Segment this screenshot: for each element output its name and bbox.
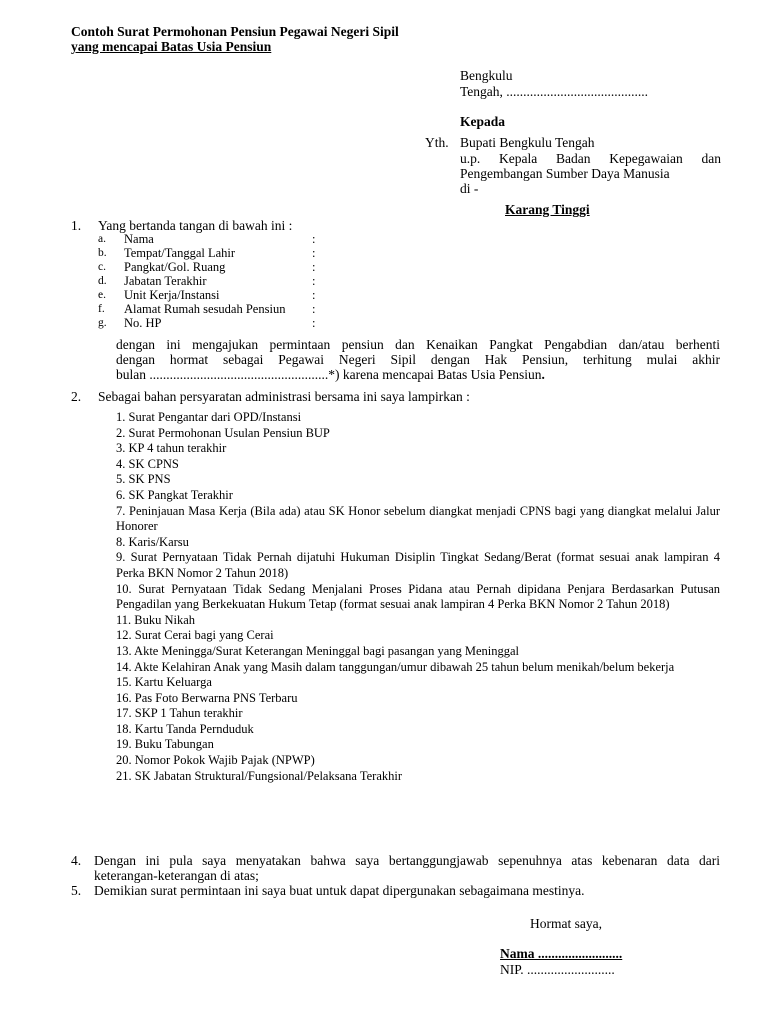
field-row [0,246,768,260]
field-row [0,302,768,316]
section2-number: 2. [71,389,82,404]
list-item: 17. SKP 1 Tahun terakhir [116,706,243,721]
list-item: 12. Surat Cerai bagi yang Cerai [116,628,274,643]
field-row [0,288,768,302]
field-colon: : [312,288,316,302]
kepada-label: Kepada [460,114,506,129]
recipient-up-line2: Pengembangan Sumber Daya Manusia [460,166,670,181]
yth-label: Yth. [425,135,449,150]
list-item: 7. Peninjauan Masa Kerja (Bila ada) atau SK Honor sebelum diangkat menjadi CPNS bagi yang diangkat melalui Jalur Honorer [116,503,720,534]
section4-line2: keterangan-keterangan di atas; [94,868,259,883]
list-item: 11. Buku Nikah [116,612,196,627]
list-item: 2. Surat Permohonan Usulan Pensiun BUP [116,425,330,440]
list-item: 20. Nomor Pokok Wajib Pajak (NPWP) [116,753,315,768]
section5-text: Demikian surat permintaan ini saya buat untuk dapat dipergunakan sebagaimana mestinya. [94,883,585,898]
field-label: Jabatan Terakhir [124,274,207,288]
list-item: 16. Pas Foto Berwarna PNS Terbaru [116,690,298,705]
field-row [0,260,768,274]
section1-paragraph-line2: dengan hormat sebagai Pegawai Negeri Sipil dengan Hak Pensiun, terhitung mulai akhir [116,352,720,367]
field-colon: : [312,260,316,274]
field-label: Unit Kerja/Instansi [124,288,220,302]
recipient-up-line1: u.p. Kepala Badan Kepegawaian dan [460,151,721,166]
field-row [0,274,768,288]
field-colon: : [312,246,316,260]
list-item: 15. Kartu Keluarga [116,675,212,690]
field-letter: c. [98,261,106,273]
field-letter: g. [98,317,107,329]
field-letter: d. [98,275,107,287]
field-colon: : [312,232,316,246]
field-label: Nama [124,232,154,246]
field-colon: : [312,274,316,288]
section1-number: 1. [71,218,82,233]
field-letter: e. [98,289,106,301]
list-item: 10. Surat Pernyataan Tidak Sedang Menjalani Proses Pidana atau Pernah dipidana Penjara Berdasarkan Putusan Pengadilan yang Berkekuatan Hukum Tetap (format sesuai anak lampiran 4 Perka BKN Nomor 2 Tahun 2018) [116,581,720,612]
section4-line1: Dengan ini pula saya menyatakan bahwa saya bertanggungjawab sepenuhnya atas kebenaran data dari [94,853,720,868]
list-item: 9. Surat Pernyataan Tidak Pernah dijatuhi Hukuman Disiplin Tingkat Sedang/Berat (format sesuai anak lampiran 4 Perka BKN Nomor 2 Tahun 2018) [116,550,720,580]
field-label: Pangkat/Gol. Ruang [124,260,226,274]
field-letter: f. [98,303,105,315]
field-label: No. HP [124,316,162,330]
field-letter: a. [98,233,106,245]
place-date-line2: Tengah, .......................................... [460,84,649,99]
doc-title-line1: Contoh Surat Permohonan Pensiun Pegawai Negeri Sipil [71,24,399,39]
recipient-di: di - [460,181,479,196]
list-item: 19. Buku Tabungan [116,737,214,752]
section1-paragraph-line3-text: bulan .....................................................*) karena mencapai Batas Usia Pensiun [116,367,542,382]
list-item: 1. Surat Pengantar dari OPD/Instansi [116,410,302,424]
list-item: 6. SK Pangkat Terakhir [116,487,233,502]
section1-paragraph-line1: dengan ini mengajukan permintaan pensiun dan Kenaikan Pangkat Pengabdian dan/atau berhenti [116,337,720,352]
section1-paragraph-period: . [541,367,545,382]
field-row [0,232,768,246]
list-item: 3. KP 4 tahun terakhir [116,441,227,456]
place-line1: Bengkulu [460,68,513,83]
list-item: 5. SK PNS [116,472,171,487]
field-row [0,316,768,330]
section5-number: 5. [71,883,82,898]
signature-nip: NIP. .......................... [500,962,615,977]
section1-heading: Yang bertanda tangan di bawah ini : [98,218,293,233]
recipient-name: Bupati Bengkulu Tengah [460,135,595,150]
list-item: 8. Karis/Karsu [116,534,189,549]
list-item: 13. Akte Meningga/Surat Keterangan Meninggal bagi pasangan yang Meninggal [116,643,520,658]
field-label: Alamat Rumah sesudah Pensiun [124,302,286,316]
section2-heading: Sebagai bahan persyaratan administrasi bersama ini saya lampirkan : [98,389,470,404]
requirements-list [116,410,720,784]
doc-title-line2: yang mencapai Batas Usia Pensiun [71,39,272,54]
list-item: 18. Kartu Tanda Pernduduk [116,721,254,736]
section1-paragraph-line3 [116,367,545,383]
list-item: 4. SK CPNS [116,456,179,471]
signature-name: Nama ......................... [500,946,623,961]
list-item: 14. Akte Kelahiran Anak yang Masih dalam tanggungan/umur dibawah 25 tahun belum menikah/belum bekerja [116,659,675,674]
field-colon: : [312,316,316,330]
recipient-city: Karang Tinggi [505,202,590,217]
signature-closing: Hormat saya, [530,916,602,931]
list-item: 21. SK Jabatan Struktural/Fungsional/Pelaksana Terakhir [116,768,402,783]
field-colon: : [312,302,316,316]
section4-number: 4. [71,853,82,868]
field-label: Tempat/Tanggal Lahir [124,246,236,260]
field-letter: b. [98,247,107,259]
